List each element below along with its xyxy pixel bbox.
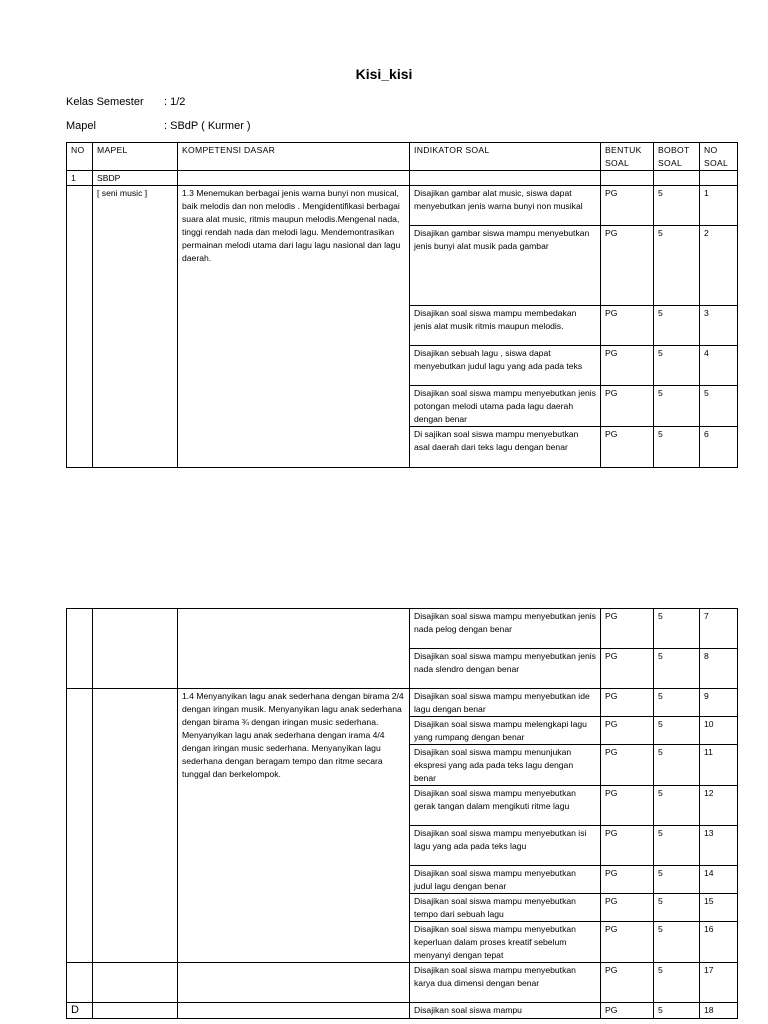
bentuk-cell: PG [601, 717, 654, 745]
no-soal-cell: 1 [700, 186, 738, 226]
bentuk-cell: PG [601, 609, 654, 649]
bentuk-cell: PG [601, 745, 654, 786]
bentuk-cell: PG [601, 1003, 654, 1019]
meta-label: Mapel [66, 120, 96, 132]
bobot-cell: 5 [654, 386, 700, 427]
bobot-cell: 5 [654, 306, 700, 346]
indikator-cell: Disajikan soal siswa mampu menyebutkan tempo dari sebuah lagu [410, 894, 601, 922]
indikator-cell: Di sajikan soal siswa mampu menyebutkan asal daerah dari teks lagu dengan benar [410, 427, 601, 468]
meta-value: : 1/2 [164, 96, 186, 108]
bentuk-cell: PG [601, 427, 654, 468]
header-cell: BOBOT SOAL [654, 143, 700, 171]
header-cell: BENTUK SOAL [601, 143, 654, 171]
no-soal-cell: 10 [700, 717, 738, 745]
bentuk-cell: PG [601, 826, 654, 866]
bobot-cell: 5 [654, 226, 700, 306]
bentuk-cell: PG [601, 894, 654, 922]
bobot-cell: 5 [654, 186, 700, 226]
bobot-cell: 5 [654, 866, 700, 894]
indikator-cell: Disajikan soal siswa mampu menyebutkan keperluan dalam proses kreatif sebelum menyanyi dengan tepat [410, 922, 601, 963]
table-row [67, 963, 738, 1003]
no-soal-cell: 6 [700, 427, 738, 468]
no-soal-cell: 14 [700, 866, 738, 894]
bobot-cell: 5 [654, 963, 700, 1003]
indikator-cell: Disajikan sebuah lagu , siswa dapat menyebutkan judul lagu yang ada pada teks [410, 346, 601, 386]
mapel-cell: [ seni music ] [93, 186, 178, 468]
table-row [67, 1003, 738, 1019]
header-cell: NO SOAL [700, 143, 738, 171]
bobot-cell: 5 [654, 894, 700, 922]
bobot-cell: 5 [654, 346, 700, 386]
indikator-cell: Disajikan soal siswa mampu menyebutkan ide lagu dengan benar [410, 689, 601, 717]
header-cell: NO [67, 143, 93, 171]
bobot-cell: 5 [654, 826, 700, 866]
meta-value: : SBdP ( Kurmer ) [164, 120, 251, 132]
indikator-cell: Disajikan soal siswa mampu menyebutkan karya dua dimensi dengan benar [410, 963, 601, 1003]
indikator-cell: Disajikan soal siswa mampu membedakan jenis alat musik ritmis maupun melodis. [410, 306, 601, 346]
header-cell: KOMPETENSI DASAR [178, 143, 410, 171]
no-soal-cell: 4 [700, 346, 738, 386]
no-soal-cell: 18 [700, 1003, 738, 1019]
bentuk-cell: PG [601, 649, 654, 689]
indikator-cell: Disajikan soal siswa mampu menunjukan ekspresi yang ada pada teks lagu dengan benar [410, 745, 601, 786]
indikator-cell: Disajikan soal siswa mampu menyebutkan jenis nada slendro dengan benar [410, 649, 601, 689]
indikator-cell: Disajikan soal siswa mampu menyebutkan jenis potongan melodi utama pada lagu daerah dengan benar [410, 386, 601, 427]
no-soal-cell: 11 [700, 745, 738, 786]
bobot-cell: 5 [654, 922, 700, 963]
no-soal-cell: 7 [700, 609, 738, 649]
bentuk-cell: PG [601, 922, 654, 963]
meta-mapel [66, 120, 251, 132]
header-cell: INDIKATOR SOAL [410, 143, 601, 171]
bentuk-cell: PG [601, 186, 654, 226]
page-title: Kisi_kisi [355, 66, 413, 82]
no-soal-cell: 5 [700, 386, 738, 427]
indikator-cell: Disajikan soal siswa mampu menyebutkan jenis nada pelog dengan benar [410, 609, 601, 649]
indikator-cell: Disajikan soal siswa mampu [410, 1003, 601, 1019]
bobot-cell: 5 [654, 689, 700, 717]
meta-kelas-semester [66, 96, 185, 108]
no-soal-cell: 17 [700, 963, 738, 1003]
bentuk-cell: PG [601, 963, 654, 1003]
no-soal-cell: 9 [700, 689, 738, 717]
indikator-cell: Disajikan gambar siswa mampu menyebutkan jenis bunyi alat musik pada gambar [410, 226, 601, 306]
meta-label: Kelas Semester [66, 96, 144, 108]
no-soal-cell: 8 [700, 649, 738, 689]
bobot-cell: 5 [654, 427, 700, 468]
table-header-row [67, 143, 738, 171]
bentuk-cell: PG [601, 386, 654, 427]
bobot-cell: 5 [654, 745, 700, 786]
section-row [67, 171, 738, 186]
bentuk-cell: PG [601, 786, 654, 826]
table-row [67, 609, 738, 649]
table-row [67, 186, 738, 226]
header-cell: MAPEL [93, 143, 178, 171]
kompetensi-dasar-cell: 1.3 Menemukan berbagai jenis warna bunyi non musical, baik melodis dan non melodis . Mengidentifikasi berbagai suara alat music, ritmis maupun melodis.Mengenal nada, tinggi rendah nada dan melodi lagu. Mendemontrasikan permainan melodi utama dari lagu lagu nasional dan lagu daerah. [178, 186, 410, 468]
indikator-cell: Disajikan soal siswa mampu melengkapi lagu yang rumpang dengan benar [410, 717, 601, 745]
bentuk-cell: PG [601, 346, 654, 386]
bentuk-cell: PG [601, 306, 654, 346]
indikator-cell: Disajikan soal siswa mampu menyebutkan judul lagu dengan benar [410, 866, 601, 894]
indikator-cell: Disajikan soal siswa mampu menyebutkan gerak tangan dalam mengikuti ritme lagu [410, 786, 601, 826]
no-cell: D [67, 1003, 93, 1019]
bobot-cell: 5 [654, 717, 700, 745]
bobot-cell: 5 [654, 649, 700, 689]
section-mapel: SBDP [93, 171, 178, 186]
no-soal-cell: 12 [700, 786, 738, 826]
bentuk-cell: PG [601, 689, 654, 717]
bobot-cell: 5 [654, 1003, 700, 1019]
no-soal-cell: 16 [700, 922, 738, 963]
no-soal-cell: 2 [700, 226, 738, 306]
kisi-kisi-table-page-1 [66, 142, 738, 468]
indikator-cell: Disajikan gambar alat music, siswa dapat menyebutkan jenis warna bunyi non musikal [410, 186, 601, 226]
no-soal-cell: 13 [700, 826, 738, 866]
kompetensi-dasar-cell: 1.4 Menyanyikan lagu anak sederhana dengan birama 2/4 dengan iringan musik. Menyanyikan lagu anak sederhana dengan birama ¾ dengan iringan music sederhana. Menyanyikan lagu anak sederhana dengan irama 4/4 dengan iringan music sederhana. Menyanyikan lagu sederhana dengan beragam tempo dan ritme secara tunggal dan berkelompok. [178, 689, 410, 963]
bentuk-cell: PG [601, 866, 654, 894]
indikator-cell: Disajikan soal siswa mampu menyebutkan isi lagu yang ada pada teks lagu [410, 826, 601, 866]
no-soal-cell: 3 [700, 306, 738, 346]
kisi-kisi-table-page-2 [66, 608, 738, 1019]
no-soal-cell: 15 [700, 894, 738, 922]
bobot-cell: 5 [654, 609, 700, 649]
bentuk-cell: PG [601, 226, 654, 306]
table-row [67, 689, 738, 717]
bobot-cell: 5 [654, 786, 700, 826]
section-no: 1 [67, 171, 93, 186]
